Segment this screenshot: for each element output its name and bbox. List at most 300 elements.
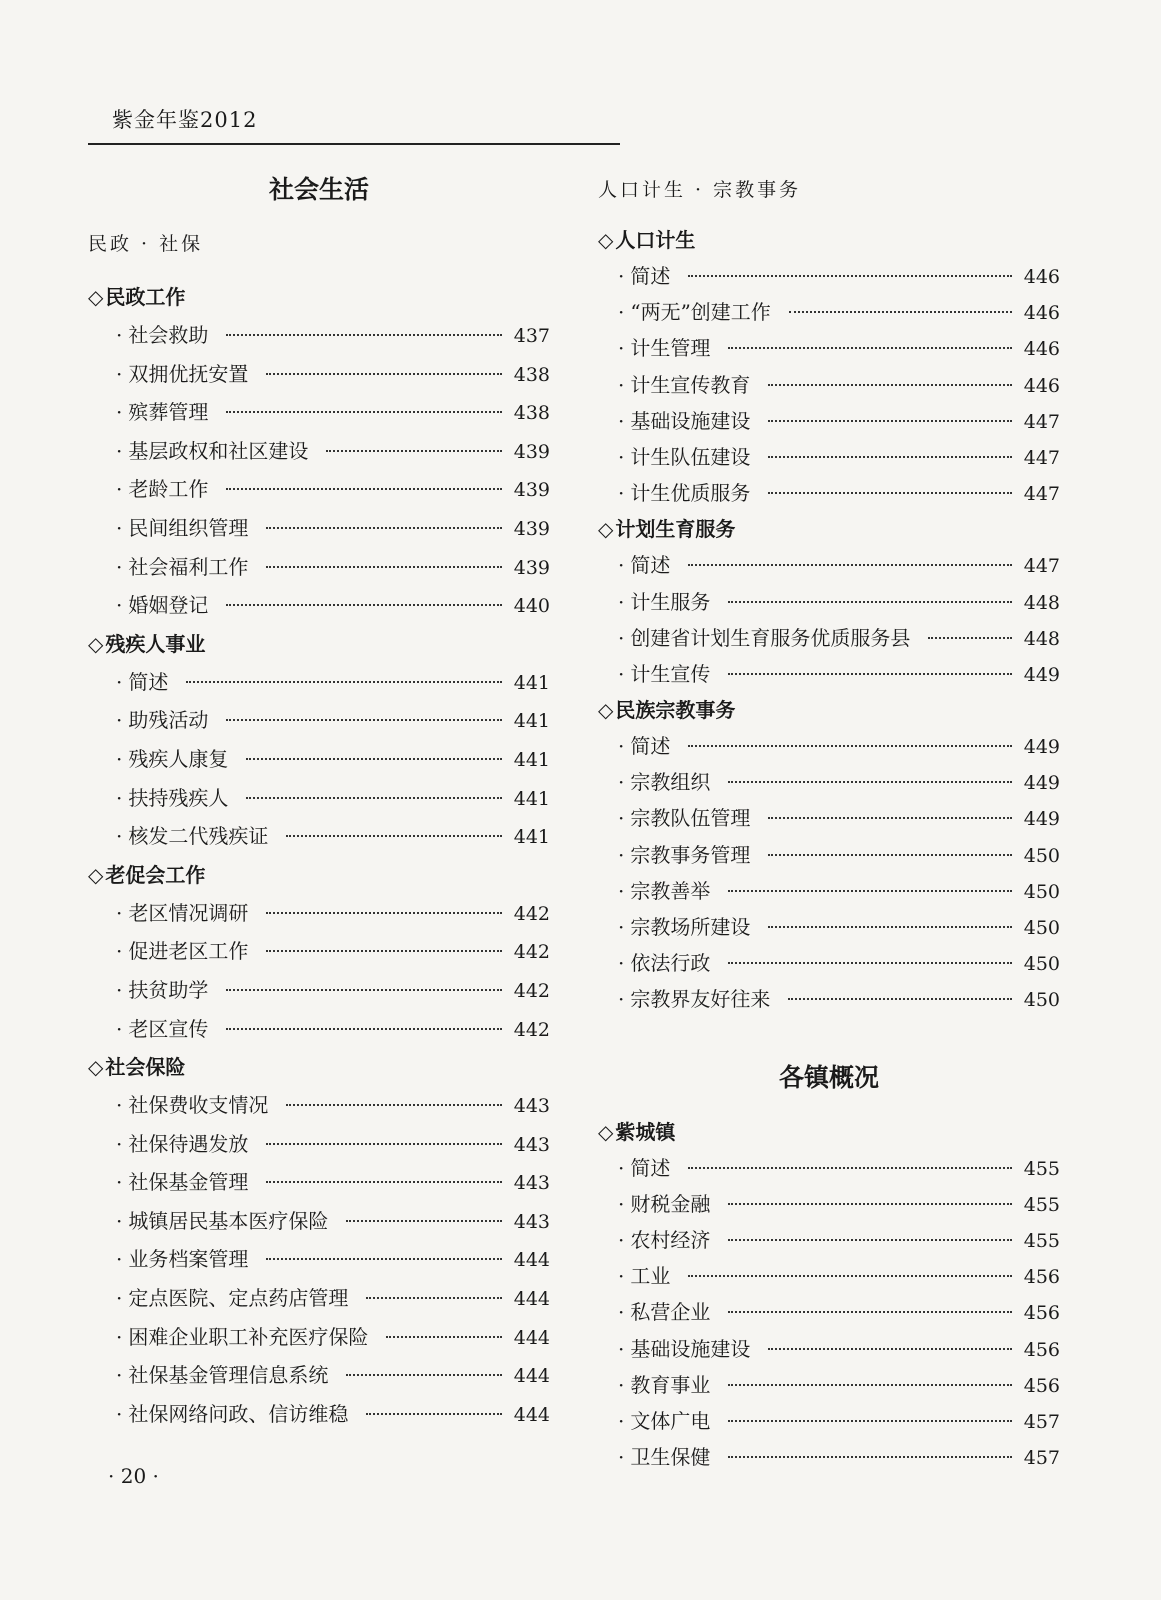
toc-entry-label: 创建省计划生育服务优质服务县 [630,625,911,650]
toc-entry-page: 444 [513,1288,550,1311]
toc-entry-page: 439 [513,517,550,540]
toc-entry-page: 450 [1023,880,1060,903]
bullet-dot-icon: · [618,806,625,831]
section-title: 民族宗教事务 [615,698,736,723]
toc-entry[interactable] [88,740,550,779]
bullet-dot-icon: · [618,770,625,795]
toc-entry[interactable] [598,1367,1060,1403]
dot-leader [226,989,502,991]
toc-section-heading [598,1114,1060,1150]
dot-leader [226,334,502,336]
bullet-dot-icon: · [116,900,123,925]
dot-leader [266,527,502,529]
toc-entry[interactable] [598,1294,1060,1330]
toc-entry-page: 444 [513,1365,550,1388]
toc-entry-label: 卫生保健 [630,1445,711,1470]
toc-entry-label: 简述 [630,734,671,759]
toc-entry[interactable] [598,1222,1060,1258]
toc-entry[interactable] [598,800,1060,836]
toc-entry-page: 448 [1023,591,1060,614]
bullet-dot-icon: · [116,1170,123,1195]
toc-entry-page: 447 [1023,410,1060,433]
dot-leader [286,1104,502,1106]
bullet-dot-icon: · [116,824,123,849]
section-title: 残疾人事业 [105,631,206,656]
toc-entry-label: 农村经济 [630,1227,711,1252]
bullet-dot-icon: · [618,408,625,433]
dot-leader [186,681,502,683]
toc-entry-label: 老区情况调研 [128,900,249,925]
dot-leader [266,1181,502,1183]
toc-entry-label: 计生宣传 [630,661,711,686]
bullet-dot-icon: · [116,361,123,386]
toc-entry-page: 447 [1023,483,1060,506]
toc-entry-page: 455 [1023,1157,1060,1180]
toc-entry-label: 私营企业 [630,1300,711,1325]
dot-leader [266,373,502,375]
toc-entry-label: 困难企业职工补充医疗保险 [128,1324,369,1349]
toc-entry[interactable] [598,403,1060,439]
toc-entry-label: 工业 [630,1264,671,1289]
toc-entry[interactable] [88,586,550,625]
toc-entry[interactable] [598,1258,1060,1294]
toc-entry[interactable] [598,1331,1060,1367]
toc-entry-label: 计生队伍建设 [630,444,751,469]
dot-leader [226,719,502,721]
toc-entry-label: 老区宣传 [128,1016,209,1041]
left-column [88,170,550,1433]
toc-entry[interactable] [88,470,550,509]
toc-entry-page: 441 [513,748,550,771]
dot-leader [688,275,1012,277]
toc-entry-page: 447 [1023,446,1060,469]
bullet-dot-icon: · [618,1336,625,1361]
bullet-dot-icon: · [618,734,625,759]
dot-leader [728,1384,1012,1386]
bullet-dot-icon: · [618,842,625,867]
toc-section-heading [88,856,550,894]
toc-entry-page: 455 [1023,1193,1060,1216]
diamond-icon: ◇ [598,698,614,723]
towns-toc-sections [598,1114,1060,1476]
dot-leader [366,1297,502,1299]
right-toc-sections [598,222,1060,1018]
dot-leader [928,637,1012,639]
toc-entry-label: 基层政权和社区建设 [128,438,309,463]
toc-section-heading [88,278,550,316]
toc-entry[interactable] [88,1395,550,1434]
toc-entry[interactable] [88,1318,550,1357]
toc-entry[interactable] [598,909,1060,945]
toc-entry-page: 457 [1023,1447,1060,1470]
toc-entry-page: 456 [1023,1374,1060,1397]
toc-entry[interactable] [88,932,550,971]
dot-leader [366,1413,502,1415]
toc-entry[interactable] [598,1439,1060,1475]
bullet-dot-icon: · [116,939,123,964]
toc-entry-page: 440 [513,595,550,618]
toc-entry-label: 简述 [128,669,169,694]
bullet-dot-icon: · [618,1191,625,1216]
toc-entry-page: 446 [1023,266,1060,288]
toc-entry-label: 殡葬管理 [128,400,209,425]
bullet-dot-icon: · [116,1363,123,1388]
running-header-title: 紫金年鉴2012 [112,108,258,132]
bullet-dot-icon: · [116,1016,123,1041]
toc-section-heading [88,625,550,663]
toc-entry[interactable] [598,1150,1060,1186]
bullet-dot-icon: · [116,1131,123,1156]
toc-entry[interactable] [598,1403,1060,1439]
toc-entry-page: 442 [513,941,550,964]
dot-leader [728,890,1012,892]
diamond-icon: ◇ [598,517,614,542]
toc-entry[interactable] [598,439,1060,475]
bullet-dot-icon: · [116,1247,123,1272]
toc-entry-label: 教育事业 [630,1372,711,1397]
section-title: 紫城镇 [615,1119,676,1144]
toc-entry-label: 简述 [630,1155,671,1180]
dot-leader [728,601,1012,603]
bullet-dot-icon: · [116,977,123,1002]
section-title: 计划生育服务 [615,517,736,542]
toc-entry-page: 444 [513,1326,550,1349]
bullet-dot-icon: · [618,915,625,939]
toc-entry[interactable] [598,547,1060,583]
toc-entry-label: 宗教场所建设 [630,915,751,939]
toc-entry-label: 基础设施建设 [630,1336,751,1361]
toc-entry-page: 450 [1023,953,1060,976]
toc-entry-label: 社保基金管理 [128,1170,249,1195]
toc-entry-page: 456 [1023,1338,1060,1361]
toc-entry[interactable] [88,355,550,394]
toc-entry[interactable] [88,1010,550,1049]
toc-entry-page: 441 [513,710,550,733]
toc-entry-page: 457 [1023,1410,1060,1433]
toc-entry-label: 扶贫助学 [128,977,209,1002]
bullet-dot-icon: · [618,481,625,506]
toc-entry[interactable] [598,656,1060,692]
bullet-dot-icon: · [116,1286,123,1311]
toc-entry-page: 444 [513,1249,550,1272]
toc-entry-page: 443 [513,1095,550,1118]
dot-leader [226,488,502,490]
toc-entry-label: 宗教组织 [630,770,711,795]
bullet-dot-icon: · [116,438,123,463]
toc-entry-page: 442 [513,979,550,1002]
toc-entry[interactable] [598,330,1060,366]
toc-entry-page: 438 [513,363,550,386]
dot-leader [688,745,1012,747]
bullet-dot-icon: · [116,1324,123,1349]
dot-leader [386,1336,502,1338]
toc-entry-page: 448 [1023,627,1060,650]
dot-leader [326,450,502,452]
toc-entry-label: 定点医院、定点药店管理 [128,1286,349,1311]
dot-leader [266,950,502,952]
bullet-dot-icon: · [618,553,625,578]
toc-entry-page: 449 [1023,772,1060,795]
toc-entry[interactable] [88,548,550,587]
diamond-icon: ◇ [88,1055,104,1080]
part-title-towns: 各镇概况 [778,1062,879,1092]
toc-entry-page: 450 [1023,989,1060,1012]
diamond-icon: ◇ [598,228,614,252]
left-toc-sections [88,278,550,1433]
toc-entry-page: 441 [513,826,550,849]
dot-leader [728,1456,1012,1458]
toc-entry[interactable] [88,1240,550,1279]
toc-entry[interactable] [598,294,1060,330]
toc-entry-label: 婚姻登记 [128,593,209,618]
dot-leader [346,1374,502,1376]
diamond-icon: ◇ [88,862,104,887]
dot-leader [226,411,502,413]
diamond-icon: ◇ [88,631,104,656]
toc-entry-label: 社保基金管理信息系统 [128,1363,329,1388]
toc-entry-label: 计生优质服务 [630,481,751,506]
toc-entry[interactable] [88,393,550,432]
dot-leader [226,604,502,606]
toc-entry-label: 简述 [630,264,671,288]
section-title: 民政工作 [105,285,186,309]
toc-entry-label: 计生管理 [630,336,711,361]
toc-entry-page: 442 [513,1018,550,1041]
chapter-subtitle-civil-affairs: 民政 · 社保 [88,233,204,255]
dot-leader [286,835,502,837]
toc-entry-page: 456 [1023,1302,1060,1325]
toc-entry-label: 宗教善举 [630,878,711,903]
dot-leader [266,912,502,914]
bullet-dot-icon: · [116,515,123,540]
bullet-dot-icon: · [618,264,625,288]
toc-entry[interactable] [88,1163,550,1202]
toc-entry[interactable] [88,1125,550,1164]
toc-entry-label: 财税金融 [630,1191,711,1216]
toc-entry-label: 城镇居民基本医疗保险 [128,1208,329,1233]
bullet-dot-icon: · [618,987,625,1012]
toc-entry-label: 民间组织管理 [128,515,249,540]
toc-entry[interactable] [88,701,550,740]
bullet-dot-icon: · [618,661,625,686]
bullet-dot-icon: · [116,1208,123,1233]
toc-entry-label: 残疾人康复 [128,746,229,771]
dot-leader [728,1420,1012,1422]
diamond-icon: ◇ [88,285,104,309]
toc-entry[interactable] [88,1279,550,1318]
toc-entry[interactable] [598,728,1060,764]
toc-entry[interactable] [598,258,1060,294]
toc-entry-label: 计生服务 [630,589,711,614]
toc-entry-label: 扶持残疾人 [128,785,229,810]
toc-entry-label: 双拥优抚安置 [128,361,249,386]
toc-entry-page: 443 [513,1133,550,1156]
dot-leader [728,1239,1012,1241]
bullet-dot-icon: · [618,1372,625,1397]
toc-entry-page: 441 [513,787,550,810]
toc-entry-label: 简述 [630,553,671,578]
toc-entry[interactable] [88,509,550,548]
bullet-dot-icon: · [116,708,123,733]
toc-entry[interactable] [88,817,550,856]
toc-entry-page: 449 [1023,808,1060,831]
bullet-dot-icon: · [618,951,625,976]
dot-leader [728,673,1012,675]
toc-entry-label: 文体广电 [630,1408,711,1433]
dot-leader [768,926,1012,928]
toc-entry-label: 社保费收支情况 [128,1093,269,1118]
dot-leader [768,456,1012,458]
dot-leader [346,1220,502,1222]
bullet-dot-icon: · [116,593,123,618]
toc-entry-page: 437 [513,325,550,347]
toc-entry-page: 441 [513,671,550,694]
bullet-dot-icon: · [116,477,123,502]
dot-leader [246,797,502,799]
toc-entry-label: 计生宣传教育 [630,372,751,397]
dot-leader [728,347,1012,349]
page-number: · 20 · [108,1464,159,1488]
dot-leader [768,817,1012,819]
bullet-dot-icon: · [618,1264,625,1289]
toc-entry-label: 核发二代残疾证 [128,824,269,849]
dot-leader [688,1167,1012,1169]
toc-entry[interactable] [88,1086,550,1125]
toc-entry[interactable] [598,873,1060,909]
toc-entry[interactable] [598,837,1060,873]
bullet-dot-icon: · [618,625,625,650]
toc-entry[interactable] [88,432,550,471]
toc-entry[interactable] [598,764,1060,800]
dot-leader [728,1311,1012,1313]
toc-entry-label: 宗教事务管理 [630,842,751,867]
toc-entry-page: 449 [1023,663,1060,686]
bullet-dot-icon: · [618,1300,625,1325]
bullet-dot-icon: · [116,1401,123,1426]
chapter-subtitle-population: 人口计生 · 宗教事务 [598,179,802,201]
toc-entry[interactable] [88,971,550,1010]
dot-leader [688,564,1012,566]
toc-entry[interactable] [598,981,1060,1017]
bullet-dot-icon: · [618,589,625,614]
toc-entry-label: 促进老区工作 [128,939,249,964]
dot-leader [688,1275,1012,1277]
toc-section-heading [598,222,1060,258]
toc-entry[interactable] [598,620,1060,656]
dot-leader [788,998,1012,1000]
dot-leader [266,566,502,568]
toc-entry-page: 456 [1023,1266,1060,1289]
bullet-dot-icon: · [116,323,123,347]
toc-entry-label: 老龄工作 [128,477,209,502]
bullet-dot-icon: · [116,554,123,579]
toc-entry-page: 443 [513,1210,550,1233]
bullet-dot-icon: · [618,336,625,361]
toc-entry[interactable] [88,1356,550,1395]
toc-entry-page: 438 [513,402,550,425]
bullet-dot-icon: · [116,400,123,425]
dot-leader [266,1143,502,1145]
toc-entry[interactable] [88,894,550,933]
toc-entry-label: 社会救助 [128,323,209,347]
toc-entry-label: 社保网络问政、信访维稳 [128,1401,349,1426]
section-title: 人口计生 [615,228,696,252]
dot-leader [266,1258,502,1260]
dot-leader [768,384,1012,386]
toc-entry-page: 444 [513,1403,550,1426]
dot-leader [768,1348,1012,1350]
toc-entry-label: 宗教界友好往来 [630,987,771,1012]
bullet-dot-icon: · [618,878,625,903]
dot-leader [728,781,1012,783]
diamond-icon: ◇ [598,1119,614,1144]
toc-entry-page: 439 [513,479,550,502]
toc-entry-label: “两无”创建工作 [630,300,771,325]
bullet-dot-icon: · [618,1227,625,1252]
header-rule [88,143,620,145]
toc-entry[interactable] [88,779,550,818]
bullet-dot-icon: · [618,300,625,325]
bullet-dot-icon: · [116,1093,123,1118]
toc-section-heading [598,511,1060,547]
bullet-dot-icon: · [116,785,123,810]
toc-entry-label: 社保待遇发放 [128,1131,249,1156]
toc-entry-page: 450 [1023,917,1060,939]
toc-entry[interactable] [598,475,1060,511]
bullet-dot-icon: · [618,1408,625,1433]
toc-entry-page: 446 [1023,302,1060,325]
toc-entry[interactable] [598,1186,1060,1222]
toc-entry-page: 443 [513,1172,550,1195]
toc-entry-label: 助残活动 [128,708,209,733]
toc-entry-page: 447 [1023,555,1060,578]
toc-section-heading [598,692,1060,728]
toc-entry[interactable] [598,945,1060,981]
toc-entry-label: 社会福利工作 [128,554,249,579]
toc-entry[interactable] [88,316,550,355]
toc-entry-label: 业务档案管理 [128,1247,249,1272]
bullet-dot-icon: · [116,669,123,694]
right-column [598,170,1060,1475]
toc-entry[interactable] [88,663,550,702]
toc-entry-page: 450 [1023,844,1060,867]
dot-leader [246,758,502,760]
toc-entry[interactable] [598,367,1060,403]
toc-entry-label: 宗教队伍管理 [630,806,751,831]
bullet-dot-icon: · [618,1445,625,1470]
toc-entry[interactable] [598,584,1060,620]
bullet-dot-icon: · [618,372,625,397]
part-title-social-life: 社会生活 [268,175,369,204]
toc-entry-label: 基础设施建设 [630,408,751,433]
dot-leader [728,962,1012,964]
toc-section-heading [88,1048,550,1086]
dot-leader [768,854,1012,856]
toc-entry-page: 442 [513,902,550,925]
dot-leader [768,492,1012,494]
dot-leader [728,1203,1012,1205]
dot-leader [789,311,1012,313]
toc-entry-page: 455 [1023,1229,1060,1252]
toc-entry-label: 依法行政 [630,951,711,976]
bullet-dot-icon: · [618,444,625,469]
bullet-dot-icon: · [618,1155,625,1180]
bullet-dot-icon: · [116,746,123,771]
toc-entry-page: 439 [513,440,550,463]
toc-entry-page: 439 [513,556,550,579]
section-title: 老促会工作 [105,862,206,887]
toc-entry[interactable] [88,1202,550,1241]
